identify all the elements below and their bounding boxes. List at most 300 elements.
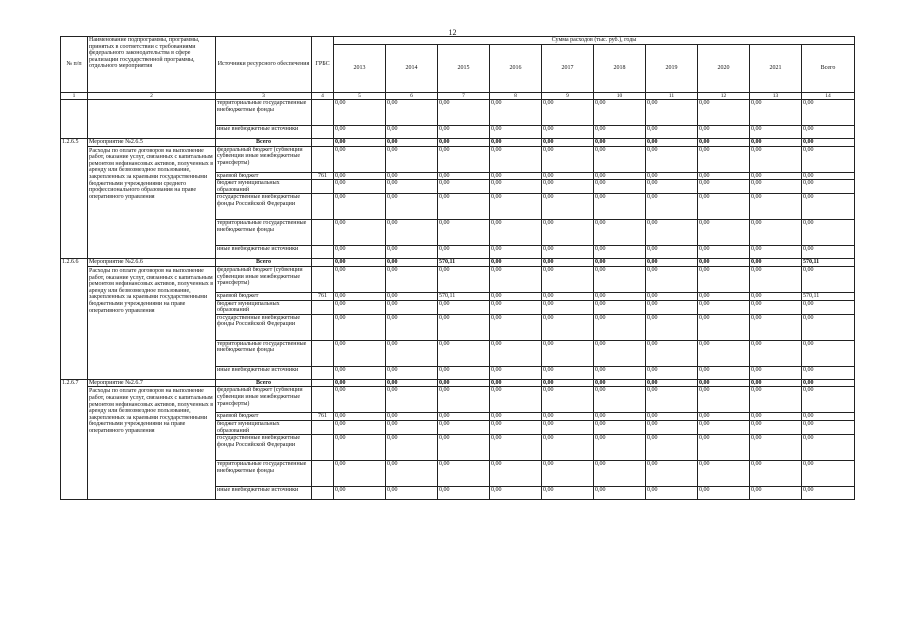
value-cell: 0,00: [594, 366, 646, 379]
value-cell: 0,00: [698, 340, 750, 366]
header-source: Источники ресурсного обеспечения: [216, 37, 312, 93]
value-cell: 0,00: [750, 413, 802, 421]
value-cell: 0,00: [698, 126, 750, 139]
value-cell: 0,00: [386, 366, 438, 379]
value-cell: 0,00: [438, 300, 490, 314]
value-cell: 0,00: [334, 387, 386, 413]
value-cell: 0,00: [698, 487, 750, 500]
row-no-cell: [61, 100, 88, 139]
value-cell: 0,00: [334, 420, 386, 434]
value-cell: 570,11: [802, 292, 855, 300]
value-cell: 0,00: [698, 139, 750, 147]
source-cell: федеральный бюджет (субвенции субвенции иные межбюджетные трансферты): [216, 266, 312, 292]
value-cell: 0,00: [386, 246, 438, 259]
value-cell: 0,00: [646, 259, 698, 267]
value-cell: 0,00: [646, 387, 698, 413]
value-cell: 0,00: [490, 246, 542, 259]
measure-title: Мероприятие №2.6.5: [88, 139, 215, 147]
value-cell: 0,00: [802, 172, 855, 180]
grbs-cell: [312, 126, 334, 139]
grbs-cell: [312, 461, 334, 487]
value-cell: 0,00: [542, 100, 594, 126]
value-cell: 0,00: [646, 300, 698, 314]
value-cell: 0,00: [802, 126, 855, 139]
value-cell: 0,00: [386, 172, 438, 180]
value-cell: 0,00: [594, 146, 646, 172]
measure-title: Мероприятие №2.6.7: [88, 380, 215, 388]
value-cell: 0,00: [802, 180, 855, 194]
source-cell: Всего: [216, 139, 312, 147]
source-cell: Всего: [216, 259, 312, 267]
value-cell: 0,00: [594, 220, 646, 246]
value-cell: 0,00: [646, 146, 698, 172]
grbs-cell: 761: [312, 292, 334, 300]
value-cell: 0,00: [386, 100, 438, 126]
value-cell: 0,00: [386, 300, 438, 314]
value-cell: 0,00: [438, 100, 490, 126]
value-cell: 0,00: [490, 461, 542, 487]
measure-name-cell: [88, 259, 216, 379]
source-cell: территориальные государственные внебюджетные фонды: [216, 461, 312, 487]
value-cell: 0,00: [802, 387, 855, 413]
value-cell: 0,00: [594, 387, 646, 413]
value-cell: 0,00: [438, 194, 490, 220]
value-cell: 0,00: [698, 292, 750, 300]
value-cell: 0,00: [802, 379, 855, 387]
value-cell: 0,00: [438, 126, 490, 139]
grbs-cell: [312, 300, 334, 314]
value-cell: 0,00: [490, 220, 542, 246]
value-cell: 0,00: [646, 435, 698, 461]
value-cell: 0,00: [438, 220, 490, 246]
header-year: 2016: [490, 45, 542, 93]
budget-table: [60, 36, 855, 500]
table-row: [61, 100, 855, 126]
value-cell: 0,00: [594, 435, 646, 461]
table-row: [61, 379, 855, 387]
value-cell: 0,00: [594, 246, 646, 259]
source-cell: территориальные государственные внебюджетные фонды: [216, 340, 312, 366]
value-cell: 0,00: [438, 139, 490, 147]
value-cell: 0,00: [438, 379, 490, 387]
value-cell: 0,00: [438, 420, 490, 434]
value-cell: 0,00: [646, 366, 698, 379]
header-column-number: 10: [594, 93, 646, 100]
value-cell: 0,00: [750, 100, 802, 126]
header-year: 2013: [334, 45, 386, 93]
value-cell: 0,00: [646, 379, 698, 387]
value-cell: 0,00: [334, 379, 386, 387]
value-cell: 0,00: [698, 314, 750, 340]
header-column-number: 12: [698, 93, 750, 100]
value-cell: 0,00: [698, 220, 750, 246]
header-column-number: 9: [542, 93, 594, 100]
header-column-number: 6: [386, 93, 438, 100]
value-cell: 0,00: [490, 379, 542, 387]
table-row: [61, 259, 855, 267]
grbs-cell: 761: [312, 413, 334, 421]
value-cell: 0,00: [698, 300, 750, 314]
value-cell: 0,00: [542, 300, 594, 314]
value-cell: 0,00: [490, 126, 542, 139]
header-grbs: ГРБС: [312, 37, 334, 93]
value-cell: 0,00: [802, 487, 855, 500]
value-cell: 0,00: [490, 100, 542, 126]
value-cell: 0,00: [334, 259, 386, 267]
value-cell: 0,00: [386, 259, 438, 267]
grbs-cell: [312, 487, 334, 500]
value-cell: 0,00: [594, 266, 646, 292]
value-cell: 0,00: [334, 146, 386, 172]
value-cell: 0,00: [802, 246, 855, 259]
header-year: 2021: [750, 45, 802, 93]
value-cell: 0,00: [386, 435, 438, 461]
value-cell: 0,00: [750, 246, 802, 259]
header-year: 2019: [646, 45, 698, 93]
value-cell: 0,00: [334, 314, 386, 340]
value-cell: 0,00: [646, 461, 698, 487]
value-cell: 0,00: [802, 194, 855, 220]
value-cell: 0,00: [490, 387, 542, 413]
grbs-cell: [312, 246, 334, 259]
value-cell: 0,00: [542, 259, 594, 267]
value-cell: 0,00: [646, 139, 698, 147]
value-cell: 0,00: [334, 180, 386, 194]
value-cell: 0,00: [802, 420, 855, 434]
value-cell: 0,00: [594, 126, 646, 139]
table-row: [61, 139, 855, 147]
value-cell: 0,00: [750, 300, 802, 314]
header-sum-caption: Сумма расходов (тыс. руб.), годы: [334, 37, 855, 45]
header-column-number: 3: [216, 93, 312, 100]
header-column-number: 13: [750, 93, 802, 100]
value-cell: 0,00: [334, 340, 386, 366]
source-cell: бюджет муниципальных образований: [216, 180, 312, 194]
value-cell: 0,00: [386, 266, 438, 292]
value-cell: 0,00: [750, 194, 802, 220]
value-cell: 0,00: [490, 194, 542, 220]
value-cell: 0,00: [750, 126, 802, 139]
budget-table-sheet: [60, 36, 850, 500]
grbs-cell: [312, 220, 334, 246]
grbs-cell: [312, 100, 334, 126]
value-cell: 0,00: [334, 435, 386, 461]
value-cell: 0,00: [334, 172, 386, 180]
value-cell: 0,00: [542, 413, 594, 421]
value-cell: 0,00: [802, 435, 855, 461]
value-cell: 570,11: [438, 292, 490, 300]
header-year: 2015: [438, 45, 490, 93]
value-cell: 0,00: [490, 139, 542, 147]
value-cell: 0,00: [542, 266, 594, 292]
value-cell: 0,00: [542, 292, 594, 300]
value-cell: 0,00: [750, 314, 802, 340]
measure-number: 1.2.6.6: [61, 259, 88, 379]
value-cell: 0,00: [490, 292, 542, 300]
value-cell: 0,00: [438, 435, 490, 461]
header-year: 2017: [542, 45, 594, 93]
value-cell: 0,00: [438, 266, 490, 292]
value-cell: 0,00: [490, 180, 542, 194]
grbs-cell: [312, 259, 334, 267]
value-cell: 0,00: [542, 435, 594, 461]
value-cell: 0,00: [334, 461, 386, 487]
header-column-number: 7: [438, 93, 490, 100]
value-cell: 0,00: [646, 126, 698, 139]
value-cell: 0,00: [698, 246, 750, 259]
measure-number: 1.2.6.5: [61, 139, 88, 259]
value-cell: 0,00: [386, 292, 438, 300]
value-cell: 0,00: [542, 246, 594, 259]
value-cell: 0,00: [594, 300, 646, 314]
grbs-cell: [312, 387, 334, 413]
header-year: 2020: [698, 45, 750, 93]
value-cell: 0,00: [334, 139, 386, 147]
source-cell: краевой бюджет: [216, 413, 312, 421]
value-cell: 0,00: [646, 487, 698, 500]
grbs-cell: 761: [312, 172, 334, 180]
value-cell: 0,00: [750, 172, 802, 180]
value-cell: 0,00: [646, 266, 698, 292]
header-column-number: 1: [61, 93, 88, 100]
value-cell: 0,00: [646, 292, 698, 300]
grbs-cell: [312, 139, 334, 147]
value-cell: 0,00: [594, 314, 646, 340]
value-cell: 0,00: [698, 259, 750, 267]
value-cell: 0,00: [542, 314, 594, 340]
value-cell: 0,00: [698, 180, 750, 194]
value-cell: 0,00: [334, 300, 386, 314]
value-cell: 0,00: [750, 340, 802, 366]
value-cell: 0,00: [438, 387, 490, 413]
value-cell: 0,00: [802, 300, 855, 314]
header-year: 2014: [386, 45, 438, 93]
value-cell: 0,00: [750, 420, 802, 434]
value-cell: 0,00: [438, 314, 490, 340]
value-cell: 0,00: [438, 413, 490, 421]
header-year: 2018: [594, 45, 646, 93]
source-cell: бюджет муниципальных образований: [216, 420, 312, 434]
value-cell: 0,00: [594, 292, 646, 300]
value-cell: 0,00: [542, 420, 594, 434]
value-cell: 0,00: [698, 266, 750, 292]
grbs-cell: [312, 146, 334, 172]
value-cell: 0,00: [438, 146, 490, 172]
source-cell: федеральный бюджет (субвенции субвенции иные межбюджетные трансферты): [216, 387, 312, 413]
value-cell: 570,11: [802, 259, 855, 267]
value-cell: 0,00: [438, 246, 490, 259]
value-cell: 0,00: [490, 435, 542, 461]
value-cell: 0,00: [750, 146, 802, 172]
grbs-cell: [312, 340, 334, 366]
source-cell: краевой бюджет: [216, 172, 312, 180]
measure-number: 1.2.6.7: [61, 379, 88, 499]
value-cell: 0,00: [698, 420, 750, 434]
source-cell: государственные внебюджетные фонды Российской Федерации: [216, 314, 312, 340]
value-cell: 0,00: [698, 172, 750, 180]
value-cell: 0,00: [698, 413, 750, 421]
value-cell: 0,00: [490, 300, 542, 314]
measure-name-cell: [88, 379, 216, 499]
value-cell: 0,00: [542, 366, 594, 379]
value-cell: 0,00: [386, 139, 438, 147]
value-cell: 0,00: [334, 266, 386, 292]
grbs-cell: [312, 266, 334, 292]
value-cell: 0,00: [750, 180, 802, 194]
value-cell: 0,00: [490, 366, 542, 379]
value-cell: 0,00: [594, 487, 646, 500]
value-cell: 0,00: [334, 100, 386, 126]
source-cell: иные внебюджетные источники: [216, 487, 312, 500]
value-cell: 0,00: [490, 314, 542, 340]
value-cell: 0,00: [750, 387, 802, 413]
value-cell: 0,00: [698, 100, 750, 126]
measure-title: Мероприятие №2.6.6: [88, 259, 215, 267]
header-no: № п/п: [61, 37, 88, 93]
value-cell: 0,00: [802, 266, 855, 292]
value-cell: 0,00: [386, 487, 438, 500]
value-cell: 0,00: [386, 461, 438, 487]
value-cell: 0,00: [542, 220, 594, 246]
value-cell: 0,00: [750, 461, 802, 487]
value-cell: 0,00: [490, 146, 542, 172]
source-cell: территориальные государственные внебюджетные фонды: [216, 220, 312, 246]
measure-name-cell: [88, 139, 216, 259]
header-column-number: 8: [490, 93, 542, 100]
value-cell: 0,00: [646, 220, 698, 246]
value-cell: 0,00: [594, 194, 646, 220]
value-cell: 0,00: [802, 461, 855, 487]
value-cell: 0,00: [646, 420, 698, 434]
value-cell: 0,00: [438, 461, 490, 487]
value-cell: 0,00: [386, 220, 438, 246]
value-cell: 0,00: [438, 487, 490, 500]
value-cell: 0,00: [594, 139, 646, 147]
value-cell: 0,00: [542, 180, 594, 194]
header-year: Всего: [802, 45, 855, 93]
value-cell: 0,00: [594, 461, 646, 487]
value-cell: 0,00: [802, 413, 855, 421]
value-cell: 0,00: [386, 194, 438, 220]
header-column-number: 14: [802, 93, 855, 100]
header-column-number: 4: [312, 93, 334, 100]
value-cell: 0,00: [542, 126, 594, 139]
value-cell: 0,00: [646, 314, 698, 340]
value-cell: 0,00: [490, 487, 542, 500]
value-cell: 0,00: [646, 100, 698, 126]
value-cell: 0,00: [542, 379, 594, 387]
value-cell: 0,00: [334, 246, 386, 259]
value-cell: 0,00: [594, 259, 646, 267]
value-cell: 0,00: [334, 220, 386, 246]
source-cell: государственные внебюджетные фонды Российской Федерации: [216, 194, 312, 220]
grbs-cell: [312, 435, 334, 461]
value-cell: 0,00: [698, 146, 750, 172]
value-cell: 0,00: [646, 246, 698, 259]
value-cell: 0,00: [750, 487, 802, 500]
value-cell: 0,00: [438, 172, 490, 180]
source-cell: иные внебюджетные источники: [216, 246, 312, 259]
value-cell: 0,00: [802, 146, 855, 172]
source-cell: бюджет муниципальных образований: [216, 300, 312, 314]
value-cell: 0,00: [542, 461, 594, 487]
page-number: 12: [448, 28, 457, 37]
grbs-cell: [312, 194, 334, 220]
value-cell: 570,11: [438, 259, 490, 267]
value-cell: 0,00: [594, 172, 646, 180]
source-cell: территориальные государственные внебюджетные фонды: [216, 100, 312, 126]
value-cell: 0,00: [594, 420, 646, 434]
value-cell: 0,00: [594, 180, 646, 194]
value-cell: 0,00: [802, 366, 855, 379]
value-cell: 0,00: [646, 194, 698, 220]
value-cell: 0,00: [698, 387, 750, 413]
value-cell: 0,00: [386, 379, 438, 387]
value-cell: 0,00: [542, 487, 594, 500]
grbs-cell: [312, 379, 334, 387]
value-cell: 0,00: [386, 146, 438, 172]
header-column-number: 11: [646, 93, 698, 100]
grbs-cell: [312, 180, 334, 194]
value-cell: 0,00: [334, 413, 386, 421]
value-cell: 0,00: [750, 292, 802, 300]
value-cell: 0,00: [594, 413, 646, 421]
value-cell: 0,00: [802, 314, 855, 340]
value-cell: 0,00: [386, 180, 438, 194]
value-cell: 0,00: [646, 172, 698, 180]
row-name-cell: [88, 100, 216, 139]
value-cell: 0,00: [542, 194, 594, 220]
value-cell: 0,00: [542, 387, 594, 413]
value-cell: 0,00: [490, 266, 542, 292]
grbs-cell: [312, 366, 334, 379]
source-cell: государственные внебюджетные фонды Российской Федерации: [216, 435, 312, 461]
value-cell: 0,00: [698, 379, 750, 387]
value-cell: 0,00: [646, 413, 698, 421]
value-cell: 0,00: [698, 435, 750, 461]
value-cell: 0,00: [386, 340, 438, 366]
value-cell: 0,00: [594, 100, 646, 126]
value-cell: 0,00: [438, 366, 490, 379]
value-cell: 0,00: [386, 413, 438, 421]
measure-description: Расходы по оплате договоров на выполнение работ, оказание услуг, связанных с капитальным ремонтом нефинансовых активов, полученных в аренду или безвозмездное пользование, закрепленных за краевыми государственными бюджетными учреждениями на праве оперативного управления: [89, 388, 214, 434]
value-cell: 0,00: [334, 366, 386, 379]
value-cell: 0,00: [698, 366, 750, 379]
source-cell: Всего: [216, 379, 312, 387]
value-cell: 0,00: [750, 266, 802, 292]
value-cell: 0,00: [386, 387, 438, 413]
source-cell: краевой бюджет: [216, 292, 312, 300]
value-cell: 0,00: [802, 139, 855, 147]
header-name: Наименование подпрограммы, программы, принятых в соответствии с требованиями федерального законодательства в сфере реализации государственной программы, отдельного мероприятия: [88, 37, 216, 93]
value-cell: 0,00: [542, 139, 594, 147]
value-cell: 0,00: [750, 366, 802, 379]
value-cell: 0,00: [334, 487, 386, 500]
value-cell: 0,00: [802, 340, 855, 366]
header-column-number: 2: [88, 93, 216, 100]
value-cell: 0,00: [386, 314, 438, 340]
value-cell: 0,00: [490, 172, 542, 180]
value-cell: 0,00: [386, 420, 438, 434]
value-cell: 0,00: [334, 292, 386, 300]
value-cell: 0,00: [542, 172, 594, 180]
value-cell: 0,00: [750, 139, 802, 147]
value-cell: 0,00: [802, 100, 855, 126]
measure-description: Расходы по оплате договоров на выполнение работ, оказание услуг, связанных с капитальным ремонтом нефинансовых активов, полученных в аренду или безвозмездное пользование, закрепленных за краевыми государственными бюджетными учреждениями среднего профессионального образования на праве оперативного управления: [89, 147, 214, 200]
value-cell: 0,00: [646, 340, 698, 366]
value-cell: 0,00: [750, 379, 802, 387]
value-cell: 0,00: [334, 194, 386, 220]
